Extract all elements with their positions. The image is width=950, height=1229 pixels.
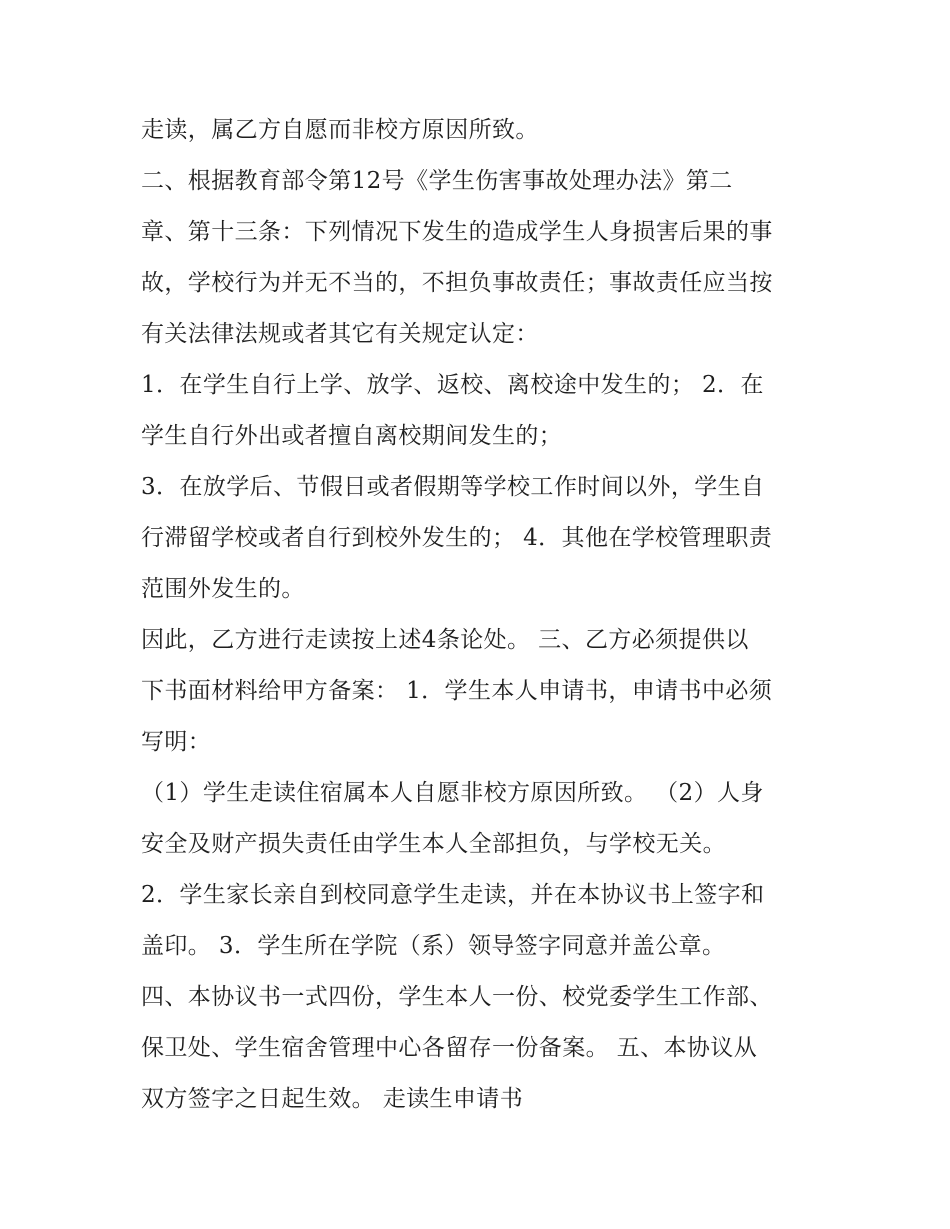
- text-line: 因此，乙方进行走读按上述4条论处。 三、乙方必须提供以: [141, 627, 749, 653]
- text-line: 盖印。 3．学生所在学院（系）领导签字同意并盖公章。: [141, 933, 726, 959]
- text-line: 2．学生家长亲自到校同意学生走读，并在本协议书上签字和: [141, 882, 765, 908]
- text-line: 故，学校行为并无不当的，不担负事故责任；事故责任应当按: [141, 270, 773, 296]
- text-line: （1）学生走读住宿属本人自愿非校方原因所致。 （2）人身: [141, 780, 764, 806]
- text-line: 章、第十三条：下列情况下发生的造成学生人身损害后果的事: [141, 219, 773, 245]
- text-line: 保卫处、学生宿舍管理中心各留存一份备案。 五、本协议从: [141, 1035, 758, 1061]
- text-line: 范围外发生的。: [141, 576, 305, 602]
- text-line: 下书面材料给甲方备案： 1．学生本人申请书，申请书中必须: [141, 678, 773, 704]
- text-line: 四、本协议书一式四份，学生本人一份、校党委学生工作部、: [141, 984, 773, 1010]
- text-line: 1．在学生自行上学、放学、返校、离校途中发生的； 2．在: [141, 372, 764, 398]
- text-line: 行滞留学校或者自行到校外发生的； 4．其他在学校管理职责: [141, 525, 773, 551]
- text-line: 写明：: [141, 729, 212, 755]
- text-line: 3．在放学后、节假日或者假期等学校工作时间以外，学生自: [141, 474, 765, 500]
- text-line: 走读，属乙方自愿而非校方原因所致。: [141, 117, 539, 143]
- text-line: 双方签字之日起生效。 走读生申请书: [141, 1086, 524, 1112]
- text-line: 安全及财产损失责任由学生本人全部担负，与学校无关。: [141, 831, 726, 857]
- text-line: 学生自行外出或者擅自离校期间发生的；: [141, 423, 563, 449]
- text-line: 二、根据教育部令第12号《学生伤害事故处理办法》第二: [141, 168, 733, 194]
- text-line: 有关法律法规或者其它有关规定认定：: [141, 321, 539, 347]
